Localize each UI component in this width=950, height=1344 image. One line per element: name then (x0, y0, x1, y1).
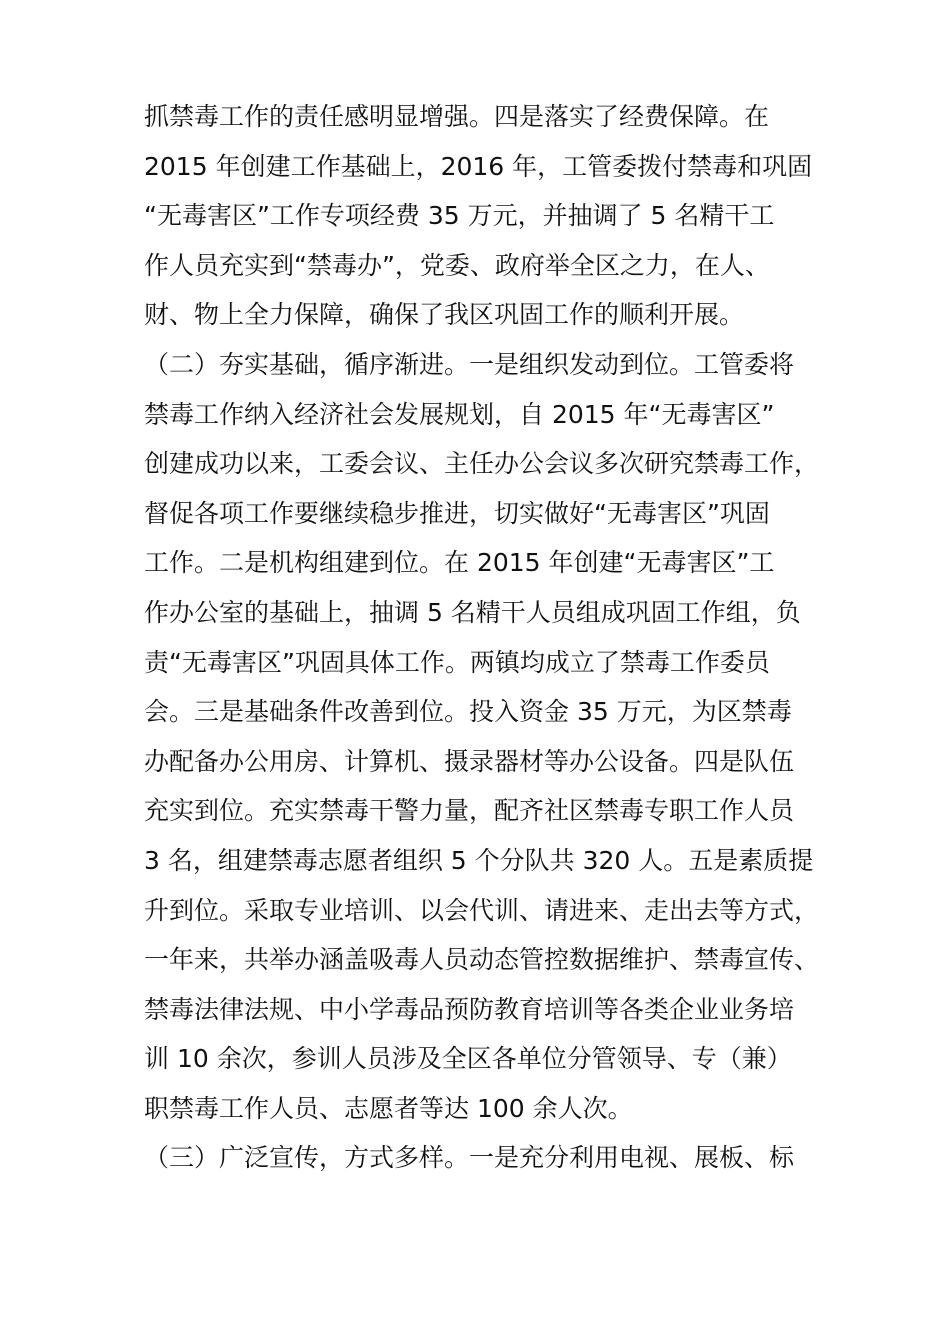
text-line: 禁毒法律法规、中小学毒品预防教育培训等各类企业业务培 (144, 994, 795, 1024)
text-line: 禁毒工作纳入经济社会发展规划，自 2015 年“无毒害区” (144, 399, 775, 429)
text-line: 创建成功以来，工委会议、主任办公会议多次研究禁毒工作， (144, 449, 820, 479)
text-line: 职禁毒工作人员、志愿者等达 100 余人次。 (144, 1093, 633, 1123)
text-line: 会。三是基础条件改善到位。投入资金 35 万元，为区禁毒 (144, 697, 792, 727)
text-line: 训 10 余次，参训人员涉及全区各单位分管领导、专（兼） (144, 1044, 792, 1074)
text-line: 一年来，共举办涵盖吸毒人员动态管控数据维护、禁毒宣传、 (144, 945, 820, 975)
text-line: 工作。二是机构组建到位。在 2015 年创建“无毒害区”工 (144, 548, 775, 578)
text-line: 作人员充实到“禁毒办”，党委、政府举全区之力，在人、 (144, 250, 770, 280)
text-line: 升到位。采取专业培训、以会代训、请进来、走出去等方式， (144, 895, 820, 925)
section-heading-line: （二）夯实基础，循序渐进。一是组织发动到位。工管委将 (144, 349, 795, 379)
text-line: 3 名，组建禁毒志愿者组织 5 个分队共 320 人。五是素质提 (144, 845, 814, 875)
text-line: 抓禁毒工作的责任感明显增强。四是落实了经费保障。在 (144, 102, 770, 131)
text-line: 财、物上全力保障，确保了我区巩固工作的顺利开展。 (144, 300, 745, 330)
text-line: “无毒害区”工作专项经费 35 万元，并抽调了 5 名精干工 (144, 201, 775, 231)
text-line: 充实到位。充实禁毒干警力量，配齐社区禁毒专职工作人员 (144, 796, 795, 826)
text-line: 督促各项工作要继续稳步推进，切实做好“无毒害区”巩固 (144, 498, 770, 528)
text-line: 责“无毒害区”巩固具体工作。两镇均成立了禁毒工作委员 (144, 647, 770, 677)
body-text (144, 92, 820, 1183)
text-line: 作办公室的基础上，抽调 5 名精干人员组成巩固工作组，负 (144, 597, 801, 627)
text-line: 2015 年创建工作基础上，2016 年，工管委拨付禁毒和巩固 (144, 151, 813, 181)
text-line: 办配备办公用房、计算机、摄录器材等办公设备。四是队伍 (144, 746, 795, 776)
section-heading-line: （三）广泛宣传，方式多样。一是充分利用电视、展板、标 (144, 1143, 795, 1173)
